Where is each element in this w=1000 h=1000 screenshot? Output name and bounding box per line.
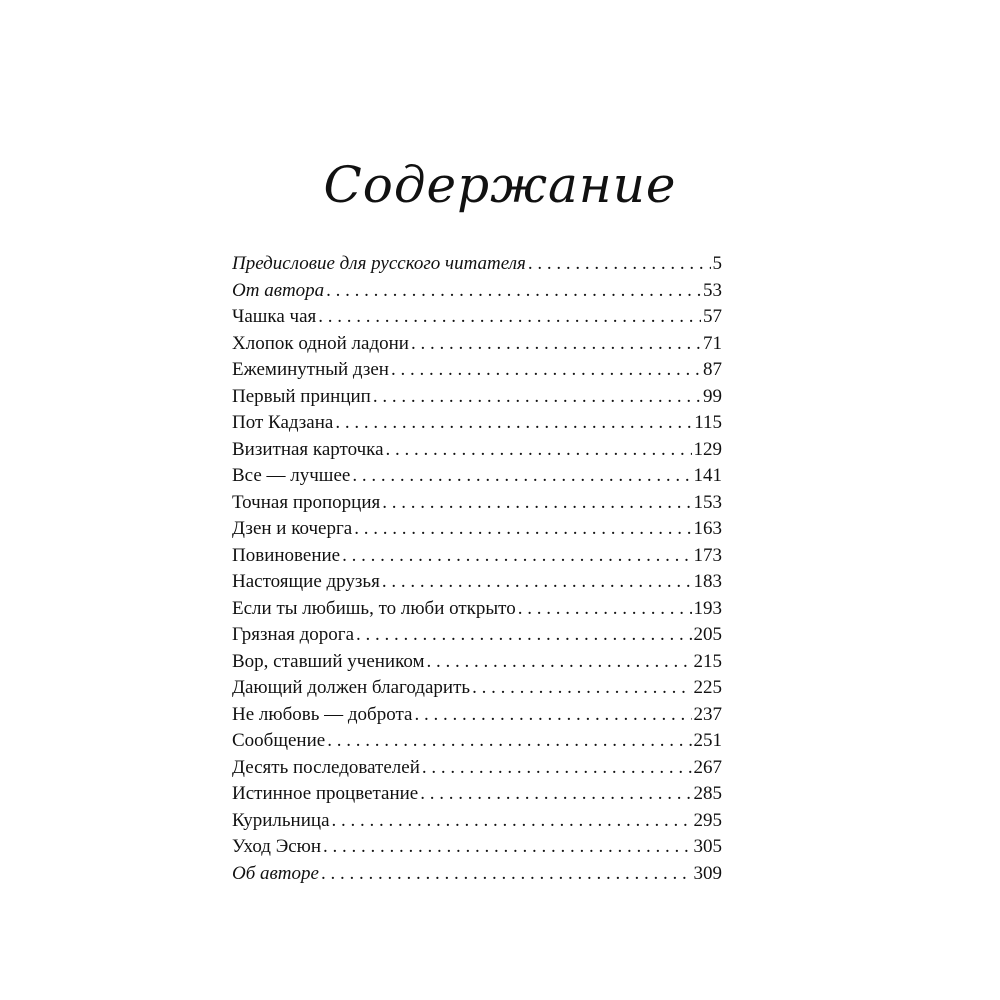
toc-entry-page-number: 237 bbox=[693, 703, 722, 725]
toc-entry-page-number: 153 bbox=[693, 491, 722, 513]
toc-leader-dots bbox=[342, 543, 691, 570]
toc-entry-title: Предисловие для русского читателя bbox=[232, 253, 526, 274]
toc-entry bbox=[232, 278, 722, 305]
toc-entry-page-number: 225 bbox=[693, 677, 722, 698]
toc-entry bbox=[232, 490, 722, 517]
toc-entry-page-number: 215 bbox=[693, 650, 722, 672]
toc-leader-dots bbox=[411, 331, 701, 358]
toc-leader-dots bbox=[422, 755, 692, 782]
toc-entry-page-number: 71 bbox=[703, 332, 722, 354]
toc-entry-page-number: 87 bbox=[703, 359, 722, 380]
toc-leader-dots bbox=[414, 702, 691, 729]
toc-entry bbox=[232, 410, 722, 437]
toc-entry-title: Дающий должен благодарить bbox=[232, 677, 471, 698]
toc-entry-title: Настоящие друзья bbox=[232, 571, 380, 592]
toc-leader-dots bbox=[327, 728, 691, 755]
toc-entry-page-number: 193 bbox=[693, 597, 722, 619]
toc-entry-page-number: 295 bbox=[693, 809, 722, 831]
toc-entry-title: Первый принцип bbox=[232, 385, 371, 407]
toc-entry-page-number: 251 bbox=[693, 730, 722, 751]
toc-entry-title: Точная пропорция bbox=[232, 491, 381, 513]
toc-entry bbox=[232, 861, 722, 888]
toc-entry bbox=[232, 622, 722, 649]
toc-leader-dots bbox=[391, 357, 701, 384]
toc-leader-dots bbox=[528, 251, 711, 278]
toc-entry-page-number: 57 bbox=[703, 306, 722, 327]
toc-entry bbox=[232, 463, 722, 490]
toc-entry-page-number: 5 bbox=[712, 253, 722, 274]
toc-entry-page-number: 141 bbox=[693, 465, 722, 486]
toc-entry-page-number: 163 bbox=[693, 518, 722, 539]
toc-entry-title: Истинное процветание bbox=[232, 783, 419, 804]
toc-entry-page-number: 129 bbox=[693, 438, 722, 460]
toc-entry bbox=[232, 304, 722, 331]
toc-entry-title: Ежеминутный дзен bbox=[232, 359, 389, 380]
toc-entry bbox=[232, 781, 722, 808]
toc-entry-page-number: 173 bbox=[693, 544, 722, 566]
toc-entry-title: Уход Эсюн bbox=[232, 836, 322, 857]
toc-entry-page-number: 267 bbox=[693, 756, 722, 778]
toc-leader-dots bbox=[352, 463, 691, 490]
toc-entry-page-number: 115 bbox=[694, 412, 722, 433]
toc-entry-title: От автора bbox=[232, 279, 325, 301]
toc-entry-title: Об авторе bbox=[232, 862, 319, 884]
toc-entry bbox=[232, 357, 722, 384]
toc-entry-title: Повиновение bbox=[232, 544, 341, 566]
toc-entry-title: Если ты любишь, то люби открыто bbox=[232, 597, 516, 619]
toc-leader-dots bbox=[354, 516, 691, 543]
page-title: Содержание bbox=[323, 156, 677, 214]
toc-entry-title: Дзен и кочерга bbox=[232, 518, 353, 539]
toc-entry-title: Десять последователей bbox=[232, 756, 420, 778]
toc-leader-dots bbox=[386, 437, 692, 464]
toc-entry-title: Курильница bbox=[232, 809, 330, 831]
toc-entry bbox=[232, 728, 722, 755]
toc-entry bbox=[232, 543, 722, 570]
toc-leader-dots bbox=[518, 596, 692, 623]
toc-entry-page-number: 309 bbox=[693, 862, 722, 884]
toc-entry bbox=[232, 516, 722, 543]
toc-entry bbox=[232, 384, 722, 411]
toc-entry-page-number: 305 bbox=[693, 836, 722, 857]
toc-entry bbox=[232, 808, 722, 835]
toc-leader-dots bbox=[321, 861, 692, 888]
toc-leader-dots bbox=[472, 675, 691, 702]
toc-entry bbox=[232, 755, 722, 782]
toc-entry-title: Хлопок одной ладони bbox=[232, 332, 409, 354]
toc-entry-page-number: 183 bbox=[693, 571, 722, 592]
toc-entry bbox=[232, 834, 722, 861]
toc-entry bbox=[232, 437, 722, 464]
toc-entry-title: Все — лучшее bbox=[232, 465, 351, 486]
toc-entry-page-number: 99 bbox=[703, 385, 722, 407]
toc-entry bbox=[232, 702, 722, 729]
toc-entry bbox=[232, 596, 722, 623]
toc-entry-page-number: 53 bbox=[703, 279, 722, 301]
toc-entry-title: Чашка чая bbox=[232, 306, 317, 327]
toc-leader-dots bbox=[382, 490, 691, 517]
toc-leader-dots bbox=[420, 781, 691, 808]
toc-entry bbox=[232, 331, 722, 358]
toc-entry-title: Вор, ставший учеником bbox=[232, 650, 425, 672]
toc-leader-dots bbox=[373, 384, 701, 411]
toc-entry-title: Пот Кадзана bbox=[232, 412, 334, 433]
toc-leader-dots bbox=[318, 304, 701, 331]
toc-entry bbox=[232, 569, 722, 596]
toc-leader-dots bbox=[332, 808, 692, 835]
toc-leader-dots bbox=[356, 622, 691, 649]
toc-entry-page-number: 285 bbox=[693, 783, 722, 804]
table-of-contents bbox=[232, 251, 722, 887]
toc-entry-page-number: 205 bbox=[693, 624, 722, 645]
toc-entry bbox=[232, 675, 722, 702]
toc-entry-title: Не любовь — доброта bbox=[232, 703, 413, 725]
toc-entry-title: Сообщение bbox=[232, 730, 326, 751]
toc-entry-title: Визитная карточка bbox=[232, 438, 384, 460]
toc-leader-dots bbox=[382, 569, 692, 596]
toc-leader-dots bbox=[335, 410, 692, 437]
toc-leader-dots bbox=[326, 278, 701, 305]
toc-entry bbox=[232, 649, 722, 676]
toc-leader-dots bbox=[323, 834, 691, 861]
toc-entry bbox=[232, 251, 722, 278]
toc-leader-dots bbox=[427, 649, 692, 676]
toc-entry-title: Грязная дорога bbox=[232, 624, 355, 645]
